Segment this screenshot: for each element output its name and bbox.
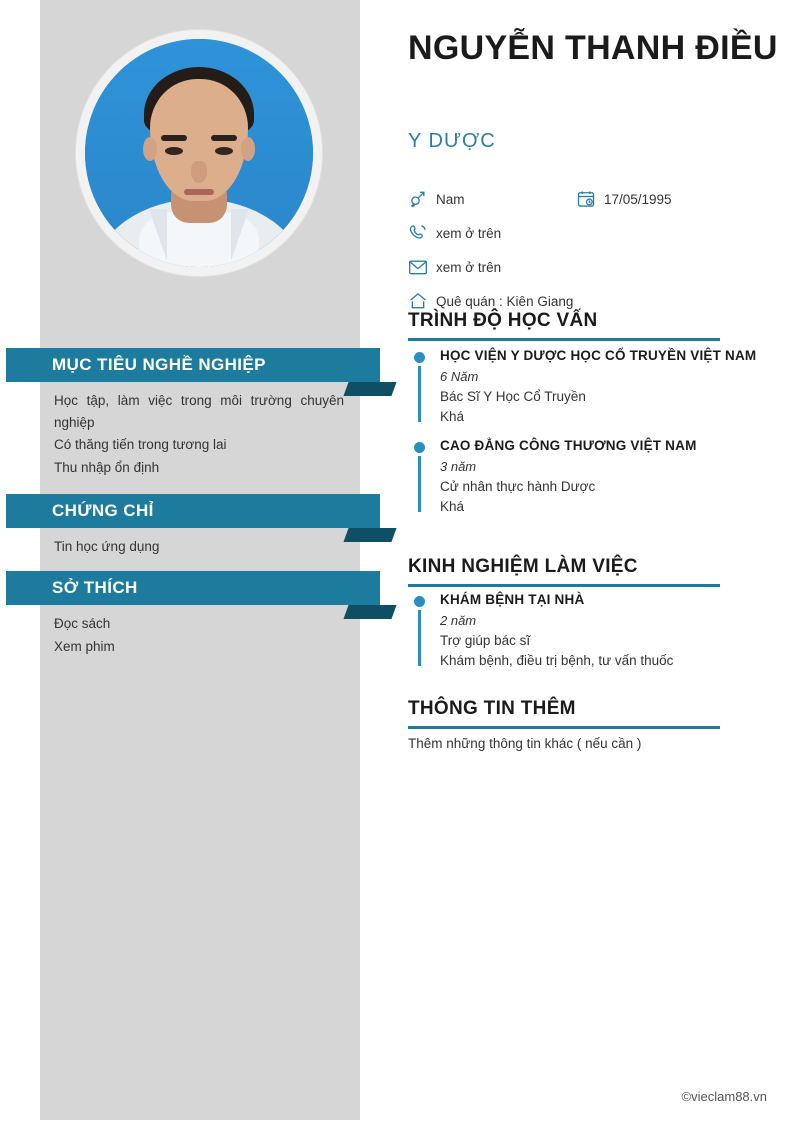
section-heading-more: THÔNG TIN THÊM (408, 698, 720, 729)
education-grade: Khá (440, 499, 465, 514)
experience-title: KHÁM BỆNH TẠI NHÀ (440, 592, 585, 607)
experience-duration: 2 năm (440, 613, 477, 628)
contact-info (408, 182, 778, 318)
gender-icon (408, 187, 436, 211)
education-item (408, 438, 768, 514)
email-value: xem ở trên (436, 259, 502, 275)
section-heading-certificate (6, 494, 380, 528)
hometown-value: Quê quán : Kiên Giang (436, 293, 574, 309)
section-heading-experience: KINH NGHIỆM LÀM VIỆC (408, 556, 720, 587)
email-icon (408, 255, 436, 279)
objective-line-2: Có thăng tiến trong tương lai (54, 437, 227, 452)
timeline-dot (414, 442, 425, 453)
timeline-dot (414, 352, 425, 363)
more-info-text: Thêm những thông tin khác ( nếu cần ) (408, 736, 642, 751)
hobby-line-2: Xem phim (54, 639, 115, 654)
education-grade: Khá (440, 409, 465, 424)
phone-icon (408, 221, 436, 245)
section-heading-objective-label: MỤC TIÊU NGHỀ NGHIỆP (52, 355, 266, 374)
education-duration: 3 năm (440, 459, 477, 474)
education-title: HỌC VIỆN Y DƯỢC HỌC CỔ TRUYỀN VIỆT NAM (440, 348, 757, 363)
phone-value: xem ở trên (436, 225, 502, 241)
timeline-line (418, 610, 421, 666)
section-heading-certificate-label: CHỨNG CHỈ (52, 501, 154, 520)
gender-value: Nam (436, 191, 465, 207)
experience-timeline (408, 592, 768, 682)
section-heading-objective (6, 348, 380, 382)
contact-row-birthday (576, 182, 776, 216)
objective-line-1: Học tập, làm việc trong môi trường chuyên nghiệp (54, 393, 344, 430)
education-detail: Cử nhân thực hành Dược (440, 479, 596, 494)
calendar-icon (576, 187, 604, 211)
education-detail: Bác Sĩ Y Học Cổ Truyền (440, 389, 586, 404)
education-item (408, 348, 768, 424)
banner-shadow-certificate (343, 528, 396, 542)
section-heading-hobby-label: SỞ THÍCH (52, 578, 138, 597)
watermark: ©vieclam88.vn (681, 1089, 767, 1104)
avatar (76, 30, 322, 276)
contact-column-right (576, 182, 776, 216)
certificate-line-1: Tin học ứng dụng (54, 539, 160, 554)
avatar-image (85, 39, 313, 267)
birthday-value: 17/05/1995 (604, 191, 672, 207)
profile-subtitle: Y DƯỢC (408, 130, 496, 152)
page-title: NGUYỄN THANH ĐIỀU (408, 29, 778, 67)
section-heading-education: TRÌNH ĐỘ HỌC VẤN (408, 310, 720, 341)
banner-shadow-objective (343, 382, 396, 396)
section-heading-hobby (6, 571, 380, 605)
education-title: CAO ĐẲNG CÔNG THƯƠNG VIỆT NAM (440, 438, 697, 453)
education-timeline (408, 348, 768, 528)
contact-row-phone (408, 216, 778, 250)
objective-line-3: Thu nhập ổn định (54, 460, 160, 475)
contact-row-email (408, 250, 778, 284)
timeline-line (418, 456, 421, 512)
hobby-line-1: Đọc sách (54, 616, 111, 631)
experience-detail-1: Trợ giúp bác sĩ (440, 633, 531, 648)
timeline-dot (414, 596, 425, 607)
education-duration: 6 Năm (440, 369, 479, 384)
banner-shadow-hobby (343, 605, 396, 619)
experience-detail-2: Khám bệnh, điều trị bệnh, tư vấn thuốc (440, 653, 674, 668)
experience-item (408, 592, 768, 668)
timeline-line (418, 366, 421, 422)
